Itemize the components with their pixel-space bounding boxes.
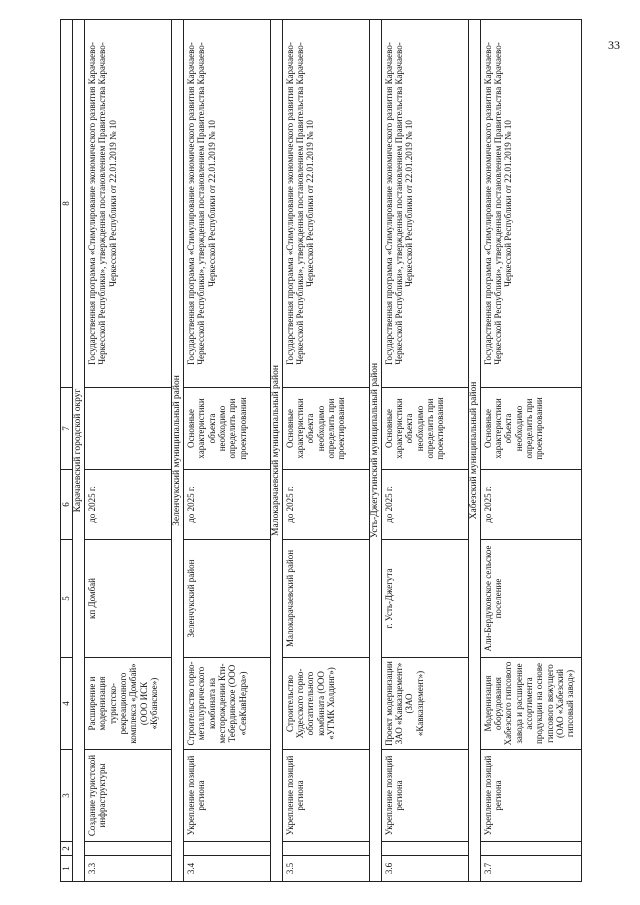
location-cell: Али-Бердуковское сельское поселение [480, 540, 581, 658]
district-heading: Карачаевский городской округ [73, 20, 85, 882]
header-cell: 1 [61, 856, 73, 882]
district-row [270, 20, 282, 882]
goal-cell: Укрепление позиций региона [282, 750, 369, 842]
district-row [468, 20, 480, 882]
row-number: 3.4 [183, 856, 270, 882]
project-cell: Модернизация оборудования Хабезского гипсового завода и расширение ассортимента продукции на основе гипсового вяжущего (ОАО «Хабезский гипсовый завод») [480, 658, 581, 750]
program-cell: Государственная программа «Стимулирование экономического развития Карачаево-Черкесской Республики», утвержденная постановлением Правительства Карачаево-Черкесской Республики от 22.01.2019 № 10 [84, 20, 171, 388]
row-number: 3.5 [282, 856, 369, 882]
characteristics-cell: Основные характеристики объекта необходимо определить при проектировании [480, 388, 581, 470]
project-cell: Расширение и модернизация туристско-рекреационного комплекса «Домбай» (ООО ИСК «Кубанское») [84, 658, 171, 750]
district-heading: Малокарачаевский муниципальный район [270, 20, 282, 882]
header-cell: 6 [61, 470, 73, 540]
program-cell: Государственная программа «Стимулирование экономического развития Карачаево-Черкесской Республики», утвержденная постановлением Правительства Карачаево-Черкесской Республики от 22.01.2019 № 10 [183, 20, 270, 388]
row-col2 [183, 842, 270, 856]
project-cell: Строительство горно-металлургического комбината на месторождении Кти-Тебердинское (ООО «СевКавНедра») [183, 658, 270, 750]
program-cell: Государственная программа «Стимулирование экономического развития Карачаево-Черкесской Республики», утвержденная постановлением Правительства Карачаево-Черкесской Республики от 22.01.2019 № 10 [282, 20, 369, 388]
rotated-content [60, 20, 576, 882]
location-cell: Малокарачаевский район [282, 540, 369, 658]
header-cell: 4 [61, 658, 73, 750]
row-col2 [480, 842, 581, 856]
header-cell: 7 [61, 388, 73, 470]
row-col2 [84, 842, 171, 856]
row-col2 [282, 842, 369, 856]
deadline-cell: до 2025 г. [84, 470, 171, 540]
table-row [381, 20, 468, 882]
table-row [480, 20, 581, 882]
goal-cell: Создание туристской инфраструктуры [84, 750, 171, 842]
row-number: 3.6 [381, 856, 468, 882]
characteristics-cell: Основные характеристики объекта необходимо определить при проектировании [282, 388, 369, 470]
deadline-cell: до 2025 г. [480, 470, 581, 540]
district-row [171, 20, 183, 882]
header-cell: 3 [61, 750, 73, 842]
header-row [61, 20, 73, 882]
program-table [60, 19, 582, 882]
row-number: 3.7 [480, 856, 581, 882]
program-cell: Государственная программа «Стимулирование экономического развития Карачаево-Черкесской Республики», утвержденная постановлением Правительства Карачаево-Черкесской Республики от 22.01.2019 № 10 [480, 20, 581, 388]
location-cell: кп Домбай [84, 540, 171, 658]
goal-cell: Укрепление позиций региона [480, 750, 581, 842]
rotated-table-area [60, 20, 576, 882]
project-cell: Строительство Худесского горно-обогатительного комбината (ООО «УГМК Холдинг») [282, 658, 369, 750]
location-cell: Зеленчукский район [183, 540, 270, 658]
deadline-cell: до 2025 г. [381, 470, 468, 540]
table-row [183, 20, 270, 882]
district-row [73, 20, 85, 882]
table-row [282, 20, 369, 882]
characteristics-cell [84, 388, 171, 470]
header-cell: 5 [61, 540, 73, 658]
page-number: 33 [608, 38, 620, 52]
table-body [61, 20, 582, 882]
table-row [84, 20, 171, 882]
district-heading: Хабезский муниципальный район [468, 20, 480, 882]
district-heading: Усть-Джегутинский муниципальный район [369, 20, 381, 882]
deadline-cell: до 2025 г. [282, 470, 369, 540]
goal-cell: Укрепление позиций региона [183, 750, 270, 842]
header-cell: 8 [61, 20, 73, 388]
district-row [369, 20, 381, 882]
deadline-cell: до 2025 г. [183, 470, 270, 540]
header-cell: 2 [61, 842, 73, 856]
row-number: 3.3 [84, 856, 171, 882]
project-cell: Проект модернизации ЗАО «Кавказцемент» (ЗАО «Кавказцемент») [381, 658, 468, 750]
goal-cell: Укрепление позиций региона [381, 750, 468, 842]
characteristics-cell: Основные характеристики объекта необходимо определить при проектировании [381, 388, 468, 470]
program-cell: Государственная программа «Стимулирование экономического развития Карачаево-Черкесской Республики», утвержденная постановлением Правительства Карачаево-Черкесской Республики от 22.01.2019 № 10 [381, 20, 468, 388]
location-cell: г. Усть-Джегута [381, 540, 468, 658]
district-heading: Зеленчукский муниципальный район [171, 20, 183, 882]
characteristics-cell: Основные характеристики объекта необходимо определить при проектировании [183, 388, 270, 470]
row-col2 [381, 842, 468, 856]
